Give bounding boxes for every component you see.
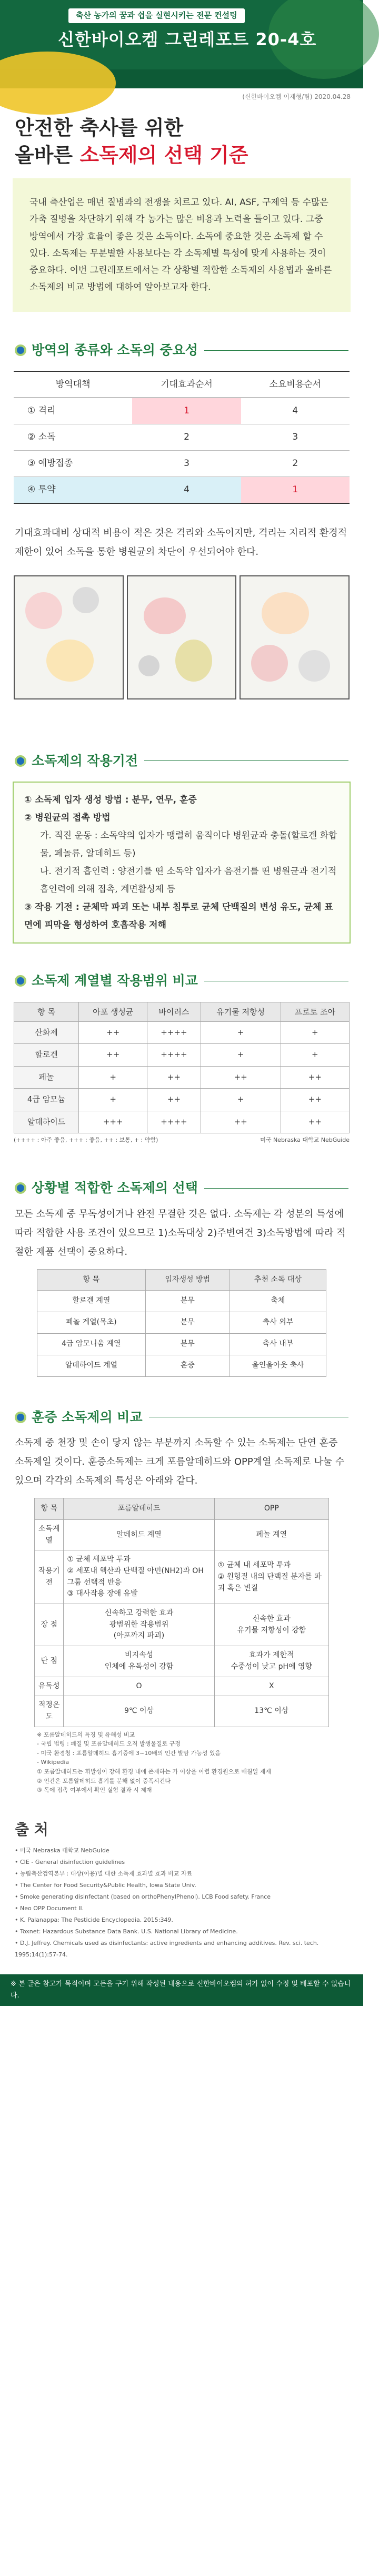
table-row: 산화제 ++ ++++ + + — [14, 1021, 350, 1044]
table-cell: 3 — [132, 450, 241, 476]
table-cell: ① 격리 — [14, 398, 132, 424]
table-row: 장 점 신속하고 강력한 효과 광범위한 작용범위 (아포까지 파괴) 신속한 효과 유기물 저항성이 강함 — [35, 1604, 329, 1646]
table-cell: 3 — [241, 424, 350, 451]
germ-cartoon — [144, 597, 186, 634]
table-row: 소독계열 알데히드 계열 페놀 계열 — [35, 1519, 329, 1550]
section-bullet-icon — [15, 1412, 26, 1423]
report-header — [0, 0, 363, 88]
table-header: 방역대책 — [14, 371, 132, 398]
list-item: ② 병원균의 접촉 방법 — [24, 813, 111, 824]
section-bullet-icon — [15, 975, 26, 987]
table-legend: (++++ : 아주 좋음, +++ : 좋음, ++ : 보통, + : 약함) — [14, 1137, 158, 1144]
table-header: 포름알데히드 — [64, 1498, 214, 1520]
section-rule — [204, 1188, 348, 1189]
note-line: - Wikipedia — [37, 1759, 69, 1766]
references-title: 출 처 — [15, 1820, 48, 1838]
reference-item: • 농림축산검역본부 : 대상(이용)별 대한 소독제 효과별 효과 비교 자료 — [15, 1870, 193, 1878]
fumigant-table — [34, 1498, 329, 1727]
reference-item: • CIE - General disinfection guidelines — [15, 1859, 125, 1866]
table-source: 미국 Nebraska 대학교 NebGuide — [260, 1137, 350, 1144]
germ-cartoon — [175, 640, 212, 682]
table-header: 추천 소독 대상 — [230, 1269, 326, 1291]
table-header: 프로토 조아 — [281, 1002, 349, 1021]
table-header: 항 목 — [37, 1269, 146, 1291]
table-row — [14, 476, 350, 503]
table-row: 유독성 O X — [35, 1677, 329, 1696]
section2-title — [0, 750, 363, 773]
table-cell: 2 — [241, 450, 350, 476]
section-rule — [204, 350, 348, 351]
section4-title-text: 상황별 적합한 소독제의 선택 — [32, 1180, 198, 1196]
table-row: 단 점 비지속성 인체에 유독성이 강함 효과가 제한적 수중성이 낮고 pH에 영향 — [35, 1646, 329, 1677]
main-title-plain: 올바른 — [15, 143, 80, 167]
table-row: 알데하이드 계열 훈증 올인올아웃 축사 — [37, 1355, 326, 1376]
situation-table — [37, 1269, 326, 1377]
note-line: - 미국 환경청 : 포름알데히드 흡기증에 3~10배의 인간 발암 가능성 있음 — [37, 1749, 221, 1757]
table-cell: 4 — [241, 398, 350, 424]
footer-url-link[interactable]: www.okshinhan.com — [11, 2009, 90, 2017]
table-header: 유기물 저항성 — [201, 1002, 281, 1021]
germ-cartoon — [262, 592, 309, 634]
section5-title-text: 훈증 소독제의 비교 — [32, 1409, 143, 1425]
table-header: 입자생성 방법 — [145, 1269, 230, 1291]
section3-title-text: 소독제 계열별 작용범위 비교 — [32, 973, 198, 989]
table-row — [14, 450, 350, 476]
reference-item: • Toxnet: Hazardous Substance Data Bank. U.S. National Library of Medicine. — [15, 1928, 238, 1935]
table-cell: 4 — [132, 476, 241, 503]
table-row: 페놀 계열(목초) 분무 축사 외부 — [37, 1312, 326, 1334]
list-item: ③ 작용 기전 : 균체막 파괴 또는 내부 침투로 균체 단백질의 변성 유도, 균체 표면에 피막을 형성하여 호흡작용 저해 — [24, 902, 333, 931]
table-row — [14, 424, 350, 451]
note-line: ※ 포름알데히드의 특징 및 유해성 비교 — [37, 1731, 135, 1738]
list-item: ① 소독제 입자 생성 방법 : 분무, 연무, 훈증 — [24, 795, 197, 806]
table-header: 바이러스 — [147, 1002, 201, 1021]
section4-title — [0, 1177, 363, 1200]
section1-title-text: 방역의 종류와 소독의 중요성 — [32, 342, 198, 358]
main-title-highlight: 소독제의 선택 기준 — [79, 143, 248, 167]
note-line: ③ 독에 접촉 여부에서 확인 실험 결과 시 제재 — [37, 1787, 152, 1794]
germ-cartoon — [298, 650, 330, 682]
reference-item: • K. Palanappa: The Pesticide Encyclopedia. 2015:349. — [15, 1916, 173, 1924]
table-header: 항 목 — [35, 1498, 64, 1520]
germ-cartoon — [46, 640, 94, 682]
table-header: 기대효과순서 — [132, 371, 241, 398]
note-line: ① 포름알데히드는 휘발성이 강해 환경 내에 존재하는 가 이상을 어렵 환경원으로 매월일 제재 — [37, 1768, 271, 1775]
germ-cartoon — [138, 655, 159, 676]
table-cell: ② 소독 — [14, 424, 132, 451]
reference-item: • D.J. Jeffrey. Chemicals used as disinfectants: active ingredients and enhancing additives. Rev. sci. tech. 1995;14(1):57-74. — [15, 1940, 319, 1959]
section-bullet-icon — [15, 755, 26, 767]
date-line: (신한바이오켐 이재형/팀) 2020.04.28 — [242, 93, 351, 100]
section1-paragraph: 기대효과대비 상대적 비용이 적은 것은 격리와 소독이지만, 격리는 지리적 환경적 제한이 있어 소독을 통한 병원균의 차단이 우선되어야 한다. — [15, 527, 347, 557]
section5-title — [0, 1406, 363, 1429]
table-header: 아포 생성균 — [79, 1002, 147, 1021]
header-title: 신한바이오켐 그린레포트 20-4호 — [58, 29, 317, 49]
section-bullet-icon — [15, 344, 26, 356]
section2-title-text: 소독제의 작용기전 — [32, 753, 138, 768]
footer — [0, 1974, 363, 2017]
table-header: 소요비용순서 — [241, 371, 350, 398]
section5-paragraph: 소독제 중 천장 및 손이 닿지 않는 부분까지 소독할 수 있는 소독제는 단연 훈증 소독제일 것이다. 훈증소독제는 크게 포름알데히드와 OPP계열 소독제로 나눌 수 있으며 각각의 소독제의 특성은 아래와 같다. — [15, 1437, 345, 1487]
reference-item: • The Center for Food Security&Public Health, Iowa State Univ. — [15, 1882, 196, 1889]
mechanism-box — [13, 782, 351, 944]
section3-title — [0, 970, 363, 992]
intro-box: 국내 축산업은 매년 질병과의 전쟁을 치르고 있다. AI, ASF, 구제역 등 수많은 가축 질병을 차단하기 위해 각 농가는 많은 비용과 노력을 들이고 있다. 그중 방역에서 가장 효율이 좋은 것은 소독이다. 소독에 중요한 것은 소독제 할 수 있다. 소독제는 무분별한 사용보다는 각 소독제별 특성에 맞게 사용하는 것이 중요하다. 이번 그린레포트에서는 각 상황별 적합한 소독제의 사용법과 올바른 소독제의 비교 방법에 대하여 알아보고자 한다. — [13, 178, 351, 312]
section-rule — [144, 760, 348, 761]
table-row: 4급 암모니움 계열 분무 축사 내부 — [37, 1334, 326, 1355]
table-cell-highlight: 1 — [241, 476, 350, 503]
table-header: 항 목 — [14, 1002, 79, 1021]
main-title-line2 — [15, 142, 348, 169]
table-row: 할로겐 계열 분무 축체 — [37, 1291, 326, 1312]
section-bullet-icon — [15, 1182, 26, 1194]
illustration-panel-1 — [14, 575, 124, 699]
fumigant-notes — [0, 1727, 363, 1798]
note-line: ② 인간은 포름알데히드 흡기를 분해 없이 증폭시킨다 — [37, 1777, 171, 1784]
table-row: 4급 암모늄 + ++ + ++ — [14, 1089, 350, 1111]
list-item: 나. 전기적 흡인력 : 양전기를 띤 소독약 입자가 음전기를 띤 병원균과 전기적 흡인력에 의해 접촉, 계면활성제 등 — [40, 866, 337, 895]
germ-cartoon — [73, 587, 99, 613]
table-row: 적정온도 9℃ 이상 13℃ 이상 — [35, 1696, 329, 1727]
main-title-line1: 안전한 축사를 위한 — [15, 116, 184, 140]
table-note-row — [0, 1133, 363, 1148]
table-row: 알데하이드 +++ ++++ ++ ++ — [14, 1111, 350, 1133]
section4-paragraph: 모든 소독제 중 무독성이거나 완전 무결한 것은 없다. 소독제는 각 성분의 특성에 따라 적합한 사용 조건이 있으므로 1)소독대상 2)주변여건 3)소독방법에 따라 적절한 제품 선택이 중요하다. — [15, 1208, 346, 1257]
table-row: 할로겐 ++ ++++ + + — [14, 1044, 350, 1067]
table-row — [14, 398, 350, 424]
reference-item: • Neo OPP Document II. — [15, 1905, 84, 1912]
defense-table — [14, 371, 350, 503]
references-list — [0, 1842, 363, 1964]
illustration-panel-3 — [240, 575, 350, 699]
table-cell: ③ 예방접종 — [14, 450, 132, 476]
note-line: - 국립 법령 : 폐질 및 포름알데히드 오직 발생물질로 규정 — [37, 1740, 181, 1748]
list-item: 가. 직진 운동 : 소독약의 입자가 맹렬히 움직이다 병원균과 충돌(할로겐 화합물, 페놀류, 알데히드 등) — [40, 830, 337, 859]
illustration-strip — [14, 575, 350, 699]
table-cell: ④ 투약 — [14, 476, 132, 503]
table-cell-highlight: 1 — [132, 398, 241, 424]
germ-cartoon — [25, 592, 62, 629]
reference-item: • Smoke generating disinfectant (based on orthoPhenylPhenol). LCB Food safety. France — [15, 1893, 271, 1901]
table-row: 작용기전 ① 균체 세포막 투과 ② 세포내 핵산과 단백질 아민(NH2)과 OH 그룹 선택적 반응 ③ 대사작용 장애 유발 ① 균체 내 세포막 투과 ② 원형질 내의 단백질 분자를 파괴 혹은 변질 — [35, 1550, 329, 1604]
table-cell: 2 — [132, 424, 241, 451]
section1-title — [0, 339, 363, 362]
illustration-panel-2 — [127, 575, 237, 699]
header-subtitle: 축산 농가의 꿈과 쉽을 실현시키는 전문 컨설팅 — [68, 8, 245, 23]
footer-disclaimer: ※ 본 글은 참고가 목적이며 모든을 구기 위해 작성된 내용으로 신한바이오켐의 허가 없이 수정 및 배포할 수 없습니다. — [11, 1980, 351, 2000]
reference-item: • 미국 Nebraska 대학교 NebGuide — [15, 1847, 109, 1854]
table-header: OPP — [214, 1498, 328, 1520]
germ-cartoon — [251, 645, 288, 682]
disinfectant-range-table — [14, 1002, 350, 1134]
table-row: 페놀 + ++ ++ ++ — [14, 1066, 350, 1089]
